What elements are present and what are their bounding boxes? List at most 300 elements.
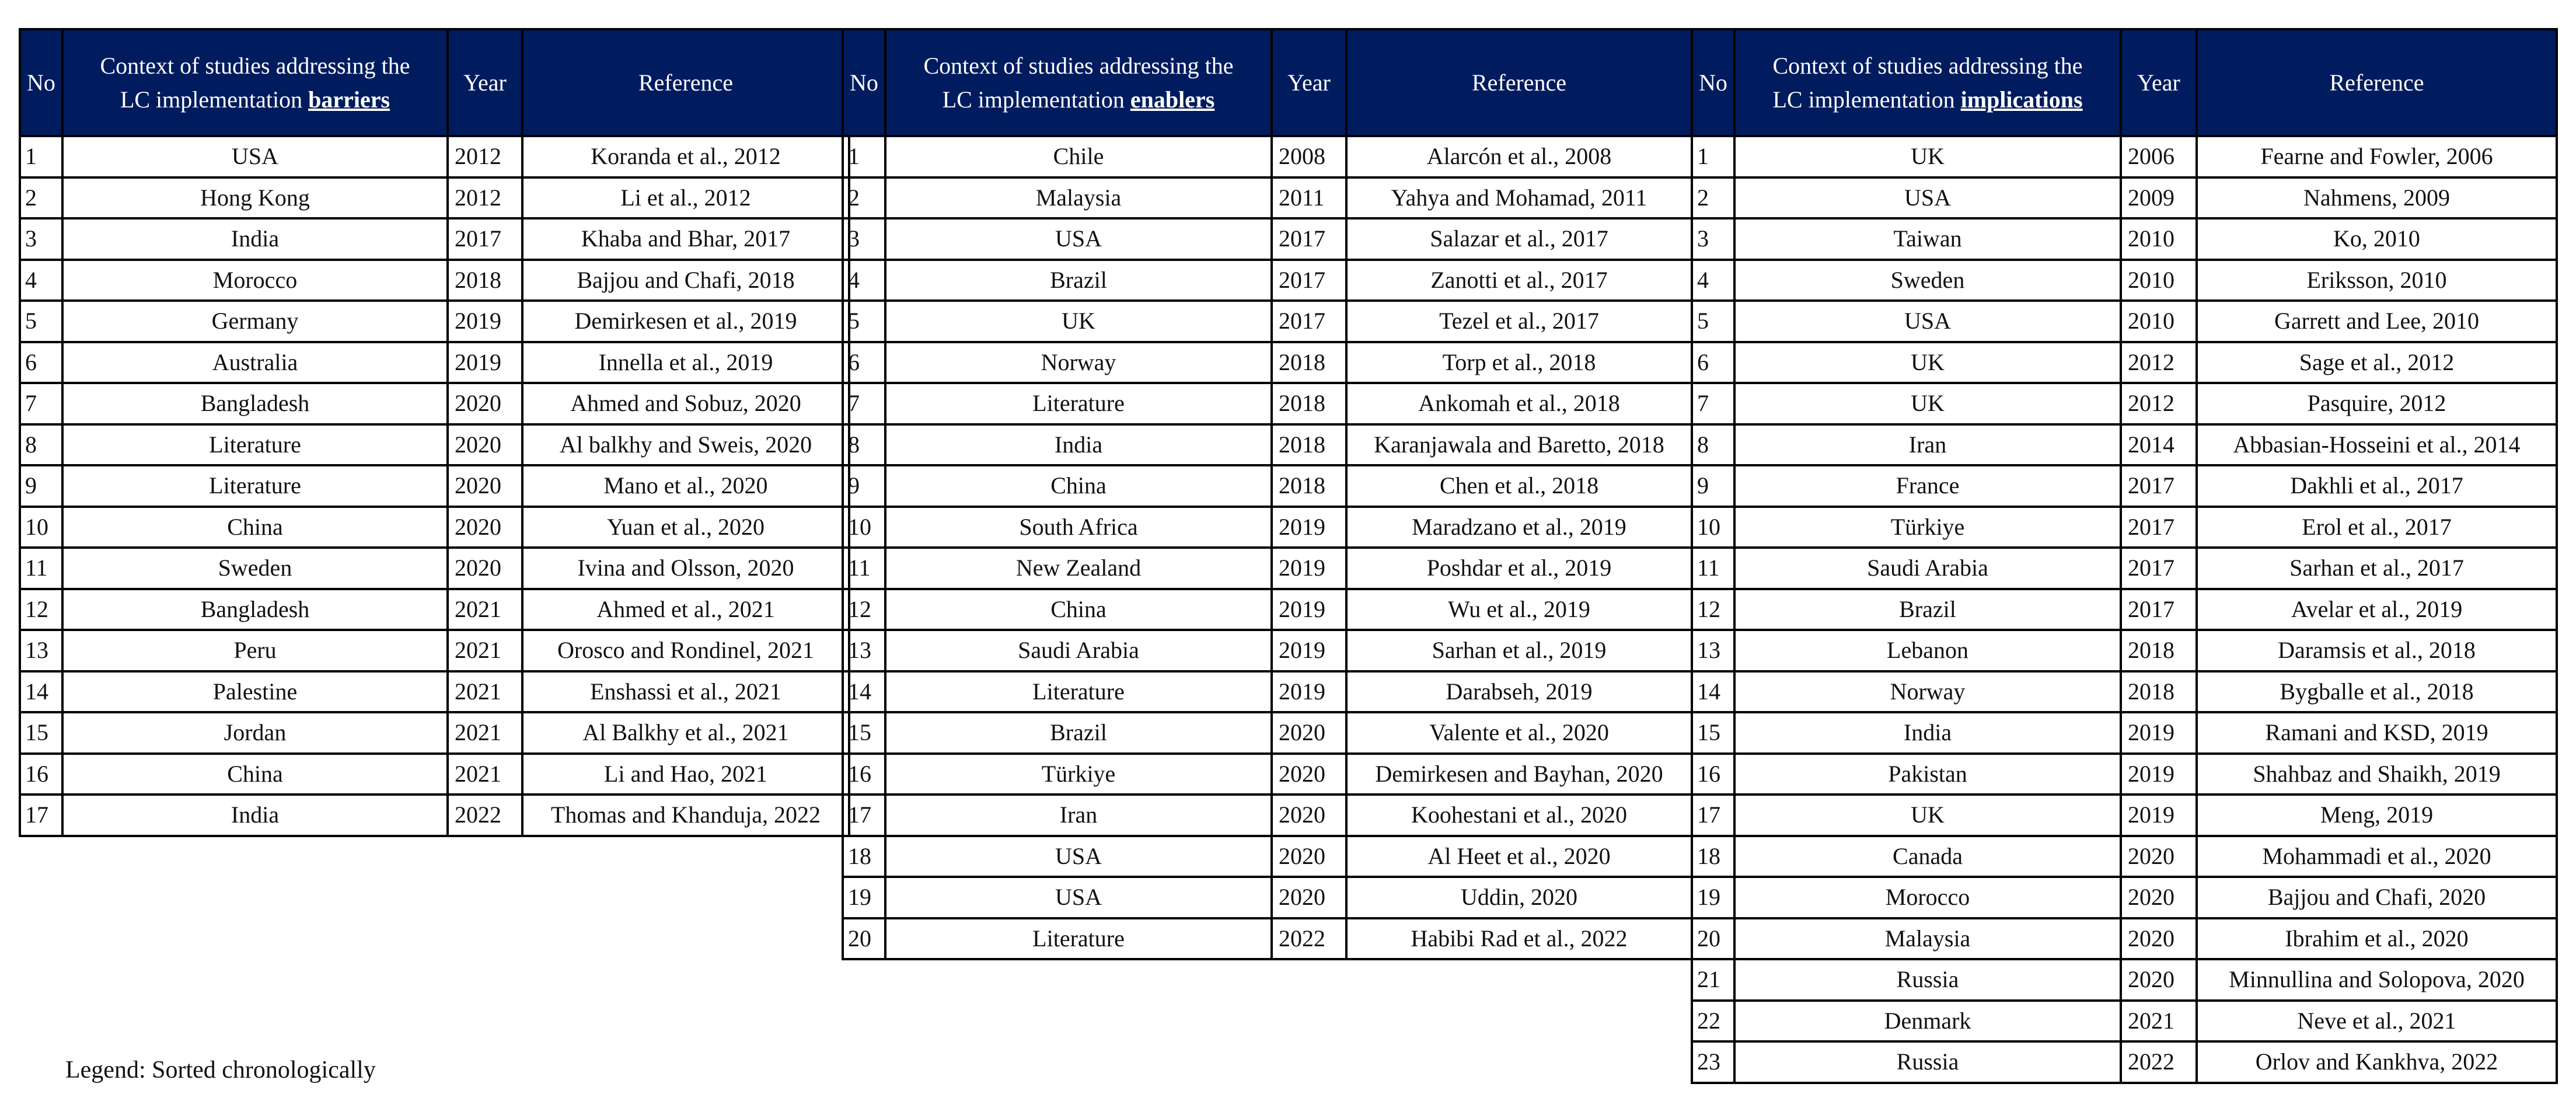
row-year: 2019: [1272, 548, 1346, 589]
row-reference: Salazar et al., 2017: [1346, 218, 1692, 260]
row-year: 2012: [2121, 383, 2197, 424]
row-context: Sweden: [62, 548, 448, 589]
table-row: [1692, 136, 2557, 177]
row-reference: Nahmens, 2009: [2197, 177, 2557, 219]
row-year: 2022: [2121, 1041, 2197, 1083]
row-context: Literature: [885, 383, 1272, 424]
row-reference: Abbasian-Hosseini et al., 2014: [2197, 424, 2557, 466]
row-year: 2020: [1272, 877, 1346, 918]
table-row: [20, 136, 849, 177]
row-reference: Ankomah et al., 2018: [1346, 383, 1692, 424]
table-row: [843, 589, 1692, 630]
table-row: [1692, 1001, 2557, 1042]
row-number: 13: [843, 630, 885, 671]
table-row: [20, 218, 849, 260]
table-row: [1692, 754, 2557, 795]
table-row: [843, 465, 1692, 507]
row-year: 2020: [1272, 754, 1346, 795]
row-year: 2019: [2121, 795, 2197, 836]
table-row: [1692, 712, 2557, 754]
row-reference: Koohestani et al., 2020: [1346, 795, 1692, 836]
row-reference: Poshdar et al., 2019: [1346, 548, 1692, 589]
table-row: [20, 589, 849, 630]
row-context: China: [62, 754, 448, 795]
table-row: [20, 177, 849, 219]
row-context: UK: [1734, 795, 2121, 836]
row-reference: Avelar et al., 2019: [2197, 589, 2557, 630]
row-context: Bangladesh: [62, 589, 448, 630]
row-year: 2021: [448, 630, 522, 671]
table-row: [1692, 507, 2557, 548]
row-year: 2010: [2121, 301, 2197, 342]
table-row: [20, 754, 849, 795]
row-reference: Shahbaz and Shaikh, 2019: [2197, 754, 2557, 795]
row-number: 6: [843, 342, 885, 384]
table-row: [1692, 630, 2557, 671]
row-context: Lebanon: [1734, 630, 2121, 671]
table-row: [843, 795, 1692, 836]
row-context: UK: [1734, 136, 2121, 177]
header-context-enablers: Context of studies addressing the LC implementation enablers: [885, 29, 1272, 136]
row-number: 19: [1692, 877, 1734, 918]
row-number: 4: [1692, 260, 1734, 301]
row-context: Literature: [885, 918, 1272, 960]
row-number: 12: [1692, 589, 1734, 630]
row-year: 2018: [2121, 671, 2197, 713]
row-year: 2020: [448, 507, 522, 548]
row-context: Russia: [1734, 959, 2121, 1001]
row-reference: Garrett and Lee, 2010: [2197, 301, 2557, 342]
row-context: Iran: [1734, 424, 2121, 466]
row-reference: Al balkhy and Sweis, 2020: [522, 424, 849, 466]
row-context: UK: [1734, 342, 2121, 384]
row-number: 2: [1692, 177, 1734, 219]
row-year: 2017: [1272, 301, 1346, 342]
header-keyword: implications: [1960, 86, 2083, 113]
row-number: 19: [843, 877, 885, 918]
row-year: 2017: [448, 218, 522, 260]
row-reference: Ramani and KSD, 2019: [2197, 712, 2557, 754]
row-number: 11: [843, 548, 885, 589]
row-number: 4: [20, 260, 62, 301]
row-year: 2020: [2121, 877, 2197, 918]
row-reference: Li et al., 2012: [522, 177, 849, 219]
header-reference: Reference: [522, 29, 849, 136]
header-year: Year: [2121, 29, 2197, 136]
row-number: 14: [843, 671, 885, 713]
row-context: USA: [885, 877, 1272, 918]
table-row: [843, 136, 1692, 177]
row-year: 2006: [2121, 136, 2197, 177]
row-reference: Minnullina and Solopova, 2020: [2197, 959, 2557, 1001]
row-number: 3: [1692, 218, 1734, 260]
row-context: Jordan: [62, 712, 448, 754]
table-row: [20, 795, 849, 836]
row-number: 7: [1692, 383, 1734, 424]
row-reference: Orosco and Rondinel, 2021: [522, 630, 849, 671]
table-row: [843, 836, 1692, 877]
row-reference: Habibi Rad et al., 2022: [1346, 918, 1692, 960]
row-year: 2020: [2121, 918, 2197, 960]
row-reference: Zanotti et al., 2017: [1346, 260, 1692, 301]
table-row: [20, 424, 849, 466]
row-reference: Koranda et al., 2012: [522, 136, 849, 177]
row-number: 2: [20, 177, 62, 219]
row-number: 16: [20, 754, 62, 795]
row-year: 2019: [448, 342, 522, 384]
row-reference: Ahmed and Sobuz, 2020: [522, 383, 849, 424]
row-year: 2014: [2121, 424, 2197, 466]
row-reference: Maradzano et al., 2019: [1346, 507, 1692, 548]
table-row: [843, 177, 1692, 219]
row-context: New Zealand: [885, 548, 1272, 589]
row-reference: Sage et al., 2012: [2197, 342, 2557, 384]
row-context: India: [1734, 712, 2121, 754]
row-context: Palestine: [62, 671, 448, 713]
row-year: 2018: [1272, 383, 1346, 424]
table-row: [1692, 548, 2557, 589]
row-context: Australia: [62, 342, 448, 384]
table-row: [843, 383, 1692, 424]
row-year: 2018: [1272, 465, 1346, 507]
table-row: [843, 342, 1692, 384]
row-number: 17: [1692, 795, 1734, 836]
row-number: 6: [20, 342, 62, 384]
row-year: 2021: [448, 754, 522, 795]
row-year: 2017: [2121, 589, 2197, 630]
header-reference: Reference: [1346, 29, 1692, 136]
row-number: 5: [20, 301, 62, 342]
row-year: 2012: [448, 136, 522, 177]
table-row: [20, 671, 849, 713]
row-year: 2017: [2121, 465, 2197, 507]
table-row: [1692, 589, 2557, 630]
row-reference: Bajjou and Chafi, 2020: [2197, 877, 2557, 918]
row-context: Türkiye: [885, 754, 1272, 795]
row-number: 20: [1692, 918, 1734, 960]
row-context: China: [62, 507, 448, 548]
table-row: [843, 671, 1692, 713]
row-year: 2021: [448, 712, 522, 754]
row-number: 17: [843, 795, 885, 836]
row-context: Saudi Arabia: [885, 630, 1272, 671]
row-number: 2: [843, 177, 885, 219]
row-context: Literature: [62, 465, 448, 507]
row-reference: Bajjou and Chafi, 2018: [522, 260, 849, 301]
header-context-barriers: Context of studies addressing the LC implementation barriers: [62, 29, 448, 136]
row-number: 13: [20, 630, 62, 671]
row-number: 15: [20, 712, 62, 754]
row-number: 14: [1692, 671, 1734, 713]
row-number: 15: [1692, 712, 1734, 754]
table-row: [20, 712, 849, 754]
row-reference: Khaba and Bhar, 2017: [522, 218, 849, 260]
row-reference: Al Balkhy et al., 2021: [522, 712, 849, 754]
header-context-implications: Context of studies addressing the LC implementation implications: [1734, 29, 2121, 136]
row-year: 2018: [1272, 424, 1346, 466]
header-reference: Reference: [2197, 29, 2557, 136]
table-row: [1692, 383, 2557, 424]
row-number: 9: [843, 465, 885, 507]
table-row: [843, 548, 1692, 589]
row-context: Iran: [885, 795, 1272, 836]
row-year: 2017: [2121, 548, 2197, 589]
row-number: 3: [843, 218, 885, 260]
row-year: 2018: [448, 260, 522, 301]
table-row: [1692, 671, 2557, 713]
table-row: [843, 712, 1692, 754]
row-year: 2022: [1272, 918, 1346, 960]
row-reference: Thomas and Khanduja, 2022: [522, 795, 849, 836]
row-number: 15: [843, 712, 885, 754]
table-row: [1692, 1041, 2557, 1083]
row-context: Morocco: [1734, 877, 2121, 918]
row-context: India: [62, 795, 448, 836]
table-row: [20, 342, 849, 384]
row-number: 11: [1692, 548, 1734, 589]
row-context: UK: [1734, 383, 2121, 424]
row-reference: Darabseh, 2019: [1346, 671, 1692, 713]
row-reference: Alarcón et al., 2008: [1346, 136, 1692, 177]
row-number: 22: [1692, 1001, 1734, 1042]
table-row: [20, 465, 849, 507]
row-reference: Bygballe et al., 2018: [2197, 671, 2557, 713]
row-year: 2019: [1272, 630, 1346, 671]
row-reference: Sarhan et al., 2017: [2197, 548, 2557, 589]
row-year: 2022: [448, 795, 522, 836]
row-number: 1: [1692, 136, 1734, 177]
row-context: India: [62, 218, 448, 260]
table-row: [20, 260, 849, 301]
row-year: 2020: [448, 383, 522, 424]
header-keyword: enablers: [1130, 86, 1215, 113]
row-context: Saudi Arabia: [1734, 548, 2121, 589]
row-reference: Uddin, 2020: [1346, 877, 1692, 918]
table-row: [1692, 218, 2557, 260]
row-context: Canada: [1734, 836, 2121, 877]
row-number: 9: [20, 465, 62, 507]
row-context: Russia: [1734, 1041, 2121, 1083]
row-context: USA: [885, 218, 1272, 260]
row-number: 13: [1692, 630, 1734, 671]
row-number: 5: [1692, 301, 1734, 342]
row-reference: Wu et al., 2019: [1346, 589, 1692, 630]
row-year: 2020: [448, 548, 522, 589]
header-keyword: barriers: [308, 86, 390, 113]
table-row: [1692, 877, 2557, 918]
row-context: China: [885, 465, 1272, 507]
table-row: [843, 424, 1692, 466]
row-context: Denmark: [1734, 1001, 2121, 1042]
row-year: 2017: [2121, 507, 2197, 548]
row-number: 18: [843, 836, 885, 877]
header-year: Year: [1272, 29, 1346, 136]
row-year: 2008: [1272, 136, 1346, 177]
row-year: 2021: [2121, 1001, 2197, 1042]
row-reference: Valente et al., 2020: [1346, 712, 1692, 754]
row-number: 1: [843, 136, 885, 177]
enablers-table: [842, 28, 1693, 960]
row-context: Brazil: [1734, 589, 2121, 630]
row-number: 8: [1692, 424, 1734, 466]
row-context: Sweden: [1734, 260, 2121, 301]
row-context: Peru: [62, 630, 448, 671]
row-reference: Meng, 2019: [2197, 795, 2557, 836]
row-year: 2012: [2121, 342, 2197, 384]
row-context: Literature: [885, 671, 1272, 713]
table-row: [843, 754, 1692, 795]
row-reference: Eriksson, 2010: [2197, 260, 2557, 301]
row-reference: Dakhli et al., 2017: [2197, 465, 2557, 507]
row-context: South Africa: [885, 507, 1272, 548]
row-reference: Yuan et al., 2020: [522, 507, 849, 548]
table-row: [1692, 795, 2557, 836]
row-reference: Ivina and Olsson, 2020: [522, 548, 849, 589]
row-year: 2019: [1272, 589, 1346, 630]
row-year: 2021: [448, 671, 522, 713]
row-number: 10: [20, 507, 62, 548]
row-number: 18: [1692, 836, 1734, 877]
row-number: 11: [20, 548, 62, 589]
row-reference: Li and Hao, 2021: [522, 754, 849, 795]
row-number: 21: [1692, 959, 1734, 1001]
row-context: USA: [885, 836, 1272, 877]
row-number: 17: [20, 795, 62, 836]
row-reference: Demirkesen and Bayhan, 2020: [1346, 754, 1692, 795]
row-year: 2017: [1272, 260, 1346, 301]
row-number: 23: [1692, 1041, 1734, 1083]
row-reference: Orlov and Kankhva, 2022: [2197, 1041, 2557, 1083]
barriers-table: [19, 28, 850, 837]
header-no: No: [843, 29, 885, 136]
row-number: 8: [843, 424, 885, 466]
row-year: 2012: [448, 177, 522, 219]
row-number: 9: [1692, 465, 1734, 507]
row-number: 7: [843, 383, 885, 424]
implications-table: [1691, 28, 2558, 1084]
row-number: 3: [20, 218, 62, 260]
row-context: Hong Kong: [62, 177, 448, 219]
table-row: [1692, 959, 2557, 1001]
row-number: 6: [1692, 342, 1734, 384]
row-context: Norway: [1734, 671, 2121, 713]
row-number: 12: [843, 589, 885, 630]
row-year: 2021: [448, 589, 522, 630]
row-year: 2011: [1272, 177, 1346, 219]
row-year: 2019: [2121, 754, 2197, 795]
row-year: 2019: [448, 301, 522, 342]
row-year: 2020: [1272, 712, 1346, 754]
row-context: Literature: [62, 424, 448, 466]
table-row: [843, 301, 1692, 342]
row-context: Brazil: [885, 712, 1272, 754]
row-reference: Karanjawala and Baretto, 2018: [1346, 424, 1692, 466]
table-row: [843, 630, 1692, 671]
row-reference: Ko, 2010: [2197, 218, 2557, 260]
row-year: 2010: [2121, 218, 2197, 260]
table-row: [1692, 301, 2557, 342]
row-reference: Erol et al., 2017: [2197, 507, 2557, 548]
row-context: Türkiye: [1734, 507, 2121, 548]
row-context: Pakistan: [1734, 754, 2121, 795]
table-row: [1692, 177, 2557, 219]
row-year: 2019: [2121, 712, 2197, 754]
row-year: 2009: [2121, 177, 2197, 219]
row-number: 10: [843, 507, 885, 548]
row-context: India: [885, 424, 1272, 466]
header-year: Year: [448, 29, 522, 136]
row-year: 2020: [1272, 795, 1346, 836]
row-context: Norway: [885, 342, 1272, 384]
header-no: No: [20, 29, 62, 136]
row-number: 16: [1692, 754, 1734, 795]
table-row: [1692, 918, 2557, 960]
table-row: [1692, 342, 2557, 384]
row-year: 2020: [1272, 836, 1346, 877]
row-number: 14: [20, 671, 62, 713]
row-context: Germany: [62, 301, 448, 342]
row-number: 10: [1692, 507, 1734, 548]
row-reference: Yahya and Mohamad, 2011: [1346, 177, 1692, 219]
row-reference: Tezel et al., 2017: [1346, 301, 1692, 342]
row-reference: Fearne and Fowler, 2006: [2197, 136, 2557, 177]
row-context: Bangladesh: [62, 383, 448, 424]
row-reference: Pasquire, 2012: [2197, 383, 2557, 424]
row-number: 20: [843, 918, 885, 960]
row-context: Taiwan: [1734, 218, 2121, 260]
table-row: [20, 383, 849, 424]
row-reference: Al Heet et al., 2020: [1346, 836, 1692, 877]
row-number: 5: [843, 301, 885, 342]
row-reference: Ibrahim et al., 2020: [2197, 918, 2557, 960]
row-reference: Sarhan et al., 2019: [1346, 630, 1692, 671]
table-row: [843, 877, 1692, 918]
row-number: 12: [20, 589, 62, 630]
row-context: Malaysia: [885, 177, 1272, 219]
row-context: France: [1734, 465, 2121, 507]
legend-note: Legend: Sorted chronologically: [65, 1057, 376, 1083]
row-context: China: [885, 589, 1272, 630]
row-year: 2020: [2121, 836, 2197, 877]
row-year: 2018: [2121, 630, 2197, 671]
row-reference: Mano et al., 2020: [522, 465, 849, 507]
table-row: [20, 630, 849, 671]
row-context: Malaysia: [1734, 918, 2121, 960]
row-number: 16: [843, 754, 885, 795]
row-reference: Enshassi et al., 2021: [522, 671, 849, 713]
row-context: Chile: [885, 136, 1272, 177]
row-reference: Demirkesen et al., 2019: [522, 301, 849, 342]
row-context: Morocco: [62, 260, 448, 301]
header-no: No: [1692, 29, 1734, 136]
row-year: 2020: [448, 424, 522, 466]
table-row: [843, 260, 1692, 301]
table-row: [1692, 424, 2557, 466]
row-reference: Torp et al., 2018: [1346, 342, 1692, 384]
table-row: [843, 218, 1692, 260]
row-year: 2019: [1272, 671, 1346, 713]
table-row: [1692, 836, 2557, 877]
table-row: [20, 548, 849, 589]
table-row: [843, 507, 1692, 548]
row-year: 2020: [2121, 959, 2197, 1001]
row-year: 2020: [448, 465, 522, 507]
row-context: UK: [885, 301, 1272, 342]
row-reference: Ahmed et al., 2021: [522, 589, 849, 630]
row-context: USA: [1734, 177, 2121, 219]
row-context: USA: [62, 136, 448, 177]
table-row: [20, 301, 849, 342]
